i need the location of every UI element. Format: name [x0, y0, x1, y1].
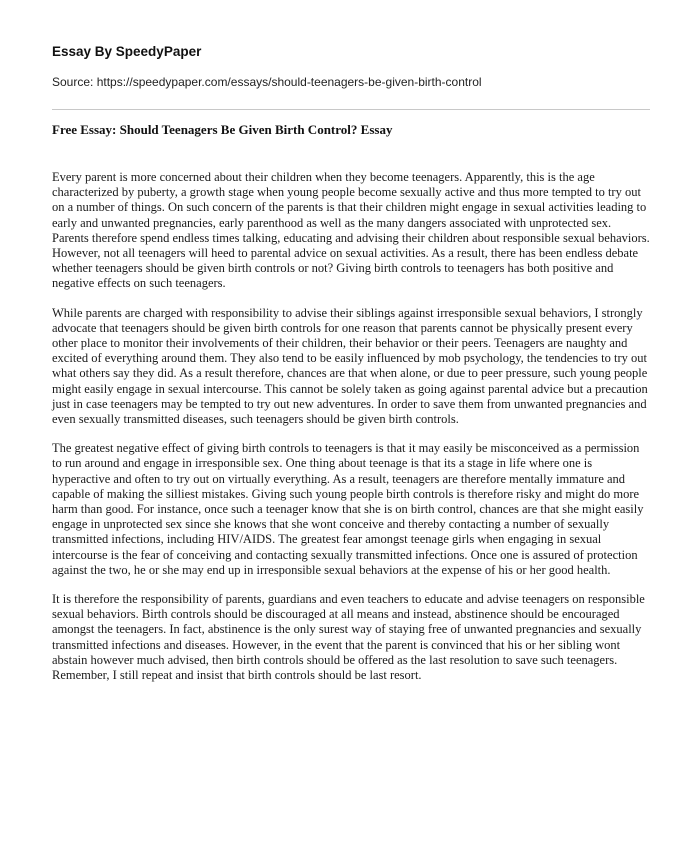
brand-title: Essay By SpeedyPaper — [52, 44, 202, 59]
source-line: Source: https://speedypaper.com/essays/should-teenagers-be-given-birth-control — [52, 75, 482, 89]
header-divider — [52, 109, 650, 110]
essay-body — [52, 170, 650, 697]
essay-paragraph-3: The greatest negative effect of giving birth controls to teenagers is that it may easily be misconceived as a permission to run around and engage in irresponsible sex. One thing about teenage is that its a stage in life where one is hyperactive and often to try out on virtually everything. As a result, teenagers are therefore mentally immature and capable of making the silliest mistakes. Giving such young people birth controls is therefore risky and might do more harm than good. For instance, once such a teenager know that she is on birth control, chances are that she might easily engage in unprotected sex since she knows that she wont conceive and thereby contacting a number of sexually transmitted infections, including HIV/AIDS. The greatest fear amongst teenage girls when engaging in sexual intercourse is the fear of conceiving and contacting sexually transmitted infections. Once one is assured of protection against the two, he or she may end up in irresponsible sexual behaviors at the expense of his or her good health. — [52, 441, 644, 577]
essay-paragraph-4: It is therefore the responsibility of parents, guardians and even teachers to educate and advise teenagers on responsible sexual behaviors. Birth controls should be discouraged at all means and instead, abstinence should be encouraged amongst the teenagers. In fact, abstinence is the only surest way of staying free of unwanted pregnancies and sexually transmitted infections and diseases. However, in the event that the parent is convinced that his or her sibling wont abstain however much advised, then birth controls should be offered as the last resolution to save such teenagers. Remember, I still repeat and insist that birth controls should be last resort. — [52, 592, 645, 683]
essay-paragraph-2: While parents are charged with responsibility to advise their siblings against irresponsible sexual behaviors, I strongly advocate that teenagers should be given birth controls for one reason that parents cannot be physically present every other place to monitor their involvements of their children, their behavior or their peers. Teenagers are naughty and excited of everything around them. They also tend to be easily influenced by mob psychology, the tendencies to try out what others say they did. As a result therefore, chances are that when alone, or due to peer pressure, such young people might easily engage in sexual intercourse. This cannot be solely taken as going against parental advice but a precaution just in case teenagers may be tempted to try out new adventures. In order to save them from unwanted pregnancies and even sexually transmitted diseases, such teenagers should be given birth controls. — [52, 305, 648, 427]
essay-paragraph-1: Every parent is more concerned about their children when they become teenagers. Apparently, this is the age characterized by puberty, a growth stage when young people become sexually active and thus more tempted to try out on a number of things. On such concern of the parents is that their children might engage in sexual activities leading to early and unwanted pregnancies, early parenthood as well as the many dangers associated with unprotected sex. Parents therefore spend endless times talking, educating and advising their children about responsible sexual behaviors. However, not all teenagers will heed to parental advice on sexual activities. As a result, there has been endless debate whether teenagers should be given birth controls or not? Giving birth controls to teenagers has both positive and negative effects on such teenagers. — [52, 170, 650, 291]
essay-title: Free Essay: Should Teenagers Be Given Birth Control? Essay — [52, 122, 393, 137]
